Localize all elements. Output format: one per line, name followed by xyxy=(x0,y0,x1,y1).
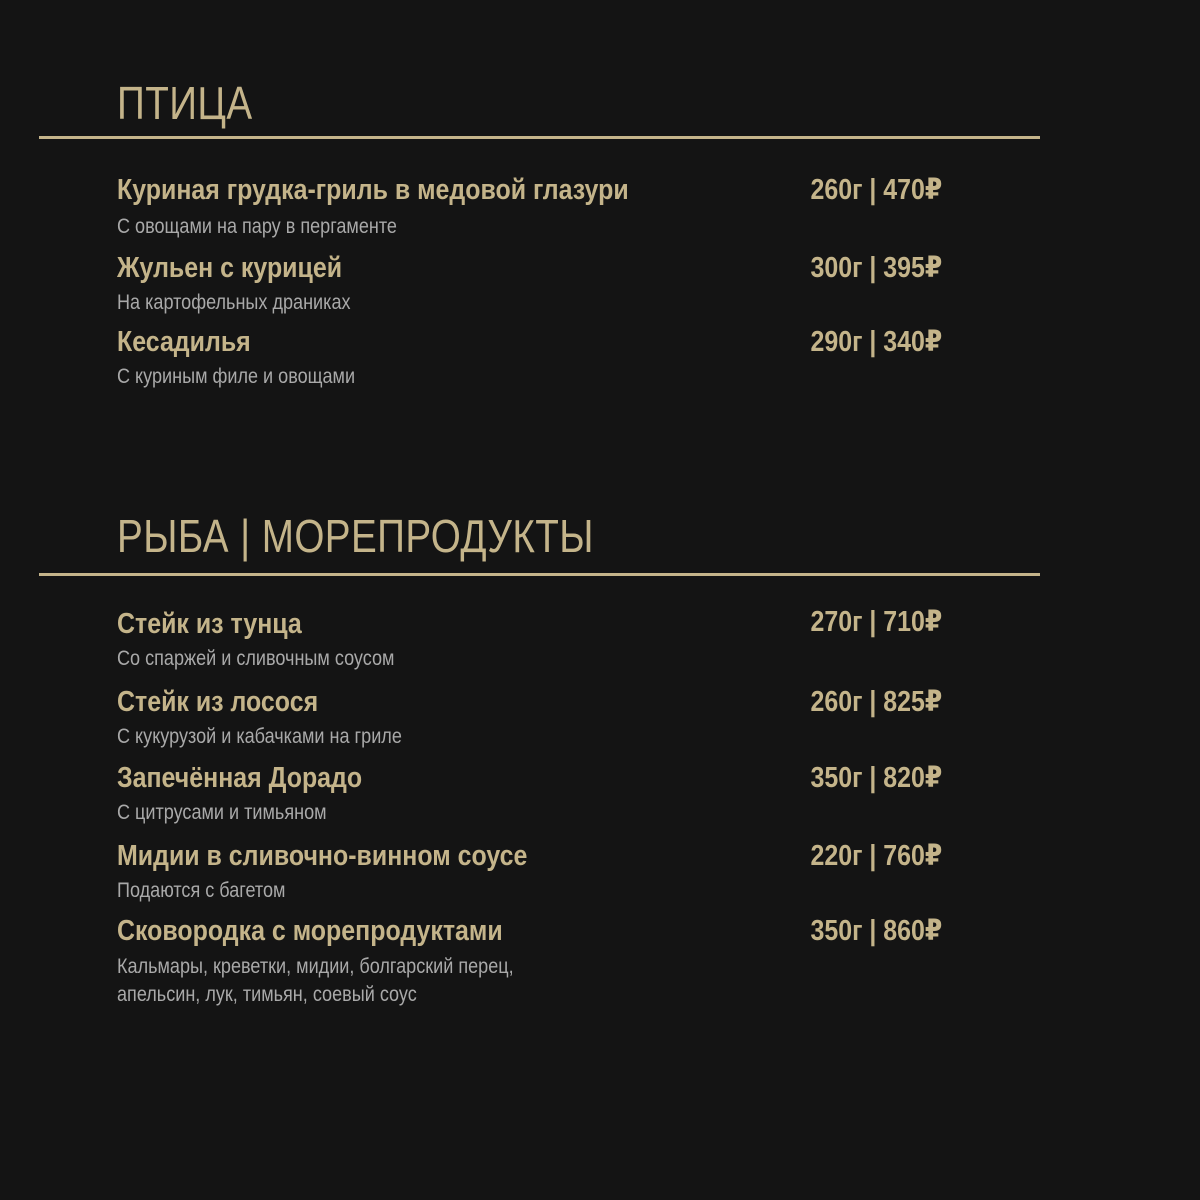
item-name: Сковородка с морепродуктами xyxy=(117,915,503,947)
item-description: Подаются с багетом xyxy=(117,879,286,902)
section-divider xyxy=(39,136,1040,139)
item-description: С кукурузой и кабачками на гриле xyxy=(117,725,402,748)
item-price: 350г | 820₽ xyxy=(810,762,942,794)
item-price: 260г | 825₽ xyxy=(810,686,942,718)
section-title: РЫБА | МОРЕПРОДУКТЫ xyxy=(117,510,594,562)
item-name: Стейк из лосося xyxy=(117,686,319,718)
item-description-line: апельсин, лук, тимьян, соевый соус xyxy=(117,983,417,1006)
item-price: 290г | 340₽ xyxy=(810,326,942,358)
item-description: С овощами на пару в пергаменте xyxy=(117,215,397,238)
item-price: 270г | 710₽ xyxy=(810,606,942,638)
item-description: На картофельных драниках xyxy=(117,291,351,314)
item-description: С цитрусами и тимьяном xyxy=(117,801,327,824)
item-name: Стейк из тунца xyxy=(117,608,302,640)
item-price: 350г | 860₽ xyxy=(810,915,942,947)
item-name: Куриная грудка-гриль в медовой глазури xyxy=(117,174,629,206)
item-description-line: Кальмары, креветки, мидии, болгарский перец, xyxy=(117,955,514,978)
item-description: С куриным филе и овощами xyxy=(117,365,356,388)
item-price: 260г | 470₽ xyxy=(810,174,942,206)
section-divider xyxy=(39,573,1040,576)
item-name: Мидии в сливочно-винном соусе xyxy=(117,840,528,872)
item-description: Со спаржей и сливочным соусом xyxy=(117,647,395,670)
item-description xyxy=(117,953,514,1009)
item-name: Жульен с курицей xyxy=(117,252,343,284)
item-name: Кесадилья xyxy=(117,326,251,358)
item-name: Запечённая Дорадо xyxy=(117,762,363,794)
section-title: ПТИЦА xyxy=(117,77,253,129)
item-price: 300г | 395₽ xyxy=(810,252,942,284)
item-price: 220г | 760₽ xyxy=(810,840,942,872)
